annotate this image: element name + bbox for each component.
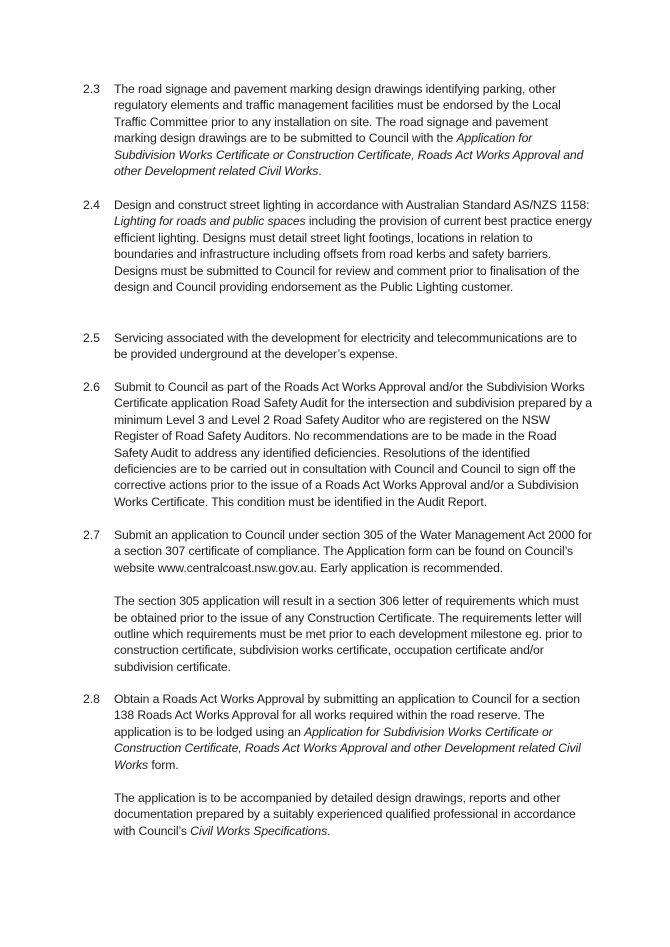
clause-paragraph <box>114 330 592 363</box>
paragraph-text: The application is to be accompanied by detailed design drawings, reports and other documentation prepared by a suitably experienced qualified professional in accordance with Council’s <box>114 791 576 838</box>
paragraph-text: . <box>318 164 322 179</box>
paragraph-text: including the provision of current best practice energy efficient lighting. Designs must detail street light footings, locations in relation to boundaries and infrastructure including offsets from road kerbs and safety barriers. Designs must be submitted to Council for review and comment prior to finalisation of the design and Council providing endorsement as the Public Lighting customer. <box>114 214 592 295</box>
paragraph-text: Design and construct street lighting in accordance with Australian Standard AS/NZS 1158: <box>114 198 590 212</box>
paragraph-text: Submit to Council as part of the Roads Act Works Approval and/or the Subdivision Works Certificate application Road Safety Audit for the intersection and subdivision prepared by a minimum Level 3 and Level 2 Road Safety Auditor who are registered on the NSW Register of Road Safety Auditors. No recommendations are to be made in the Road Safety Audit to address any identified deficiencies. Resolutions of the identified deficiencies are to be carried out in consultation with Council and Council to sign off the corrective actions prior to the issue of a Roads Act Works Approval and/or a Subdivision Works Certificate. This condition must be identified in the Audit Report. <box>114 380 592 509</box>
paragraph-text: Servicing associated with the development for electricity and telecommunications are to be provided underground at the developer’s expense. <box>114 331 577 362</box>
paragraph-text: form. <box>148 757 179 772</box>
paragraph-text: The road signage and pavement marking design drawings identifying parking, other regulatory elements and traffic management facilities must be endorsed by the Local Traffic Committee prior to any installation on site. The road signage and pavement marking design drawings are to be submitted to Council with the <box>114 82 561 146</box>
italic-text: Application for Subdivision Works Certificate or Construction Certificate, Roads Act Works Approval and other Development related Civil Works <box>114 724 581 772</box>
paragraph-text: The section 305 application will result in a section 306 letter of requirements which must be obtained prior to the issue of any Construction Certificate. The requirements letter will outline which requirements must be met prior to each development milestone eg. prior to construction certificate, subdivision works certificate, occupation certificate and/or subdivision certificate. <box>114 594 583 674</box>
clause-body <box>114 197 592 295</box>
clause-number: 2.8 <box>83 692 100 706</box>
clause-number: 2.7 <box>83 528 100 542</box>
clause-number: 2.6 <box>83 380 100 394</box>
clause-paragraph <box>114 691 592 773</box>
clause-paragraph <box>114 81 592 179</box>
clause-body <box>114 81 592 179</box>
paragraph-text: Obtain a Roads Act Works Approval by submitting an application to Council for a section 138 Roads Act Works Approval for all works required within the road reserve. The application is to be lodged using an <box>114 692 580 739</box>
clause-number: 2.5 <box>83 331 100 345</box>
italic-text: Civil Works Specifications <box>190 823 328 838</box>
clause-body <box>114 330 592 363</box>
italic-text: Application for Subdivision Works Certificate or Construction Certificate, Roads Act Works Approval and other Development related Civil Works <box>114 131 584 179</box>
clause-paragraph <box>114 527 592 576</box>
clause-body <box>114 691 592 839</box>
clause-paragraph <box>114 379 592 510</box>
clause-number: 2.4 <box>83 198 100 212</box>
clause-number: 2.3 <box>83 82 100 96</box>
clause-body <box>114 379 592 510</box>
paragraph-text: Submit an application to Council under section 305 of the Water Management Act 2000 for a section 307 certificate of compliance. The Application form can be found on Council’s website www.centralcoast.nsw.gov.au. Early application is recommended. <box>114 528 592 575</box>
clause-paragraph <box>114 593 592 675</box>
clause-body <box>114 527 592 675</box>
clause-paragraph <box>114 790 592 839</box>
clause-paragraph <box>114 197 592 295</box>
italic-text: Lighting for roads and public spaces <box>114 214 306 229</box>
paragraph-text: . <box>327 823 331 838</box>
